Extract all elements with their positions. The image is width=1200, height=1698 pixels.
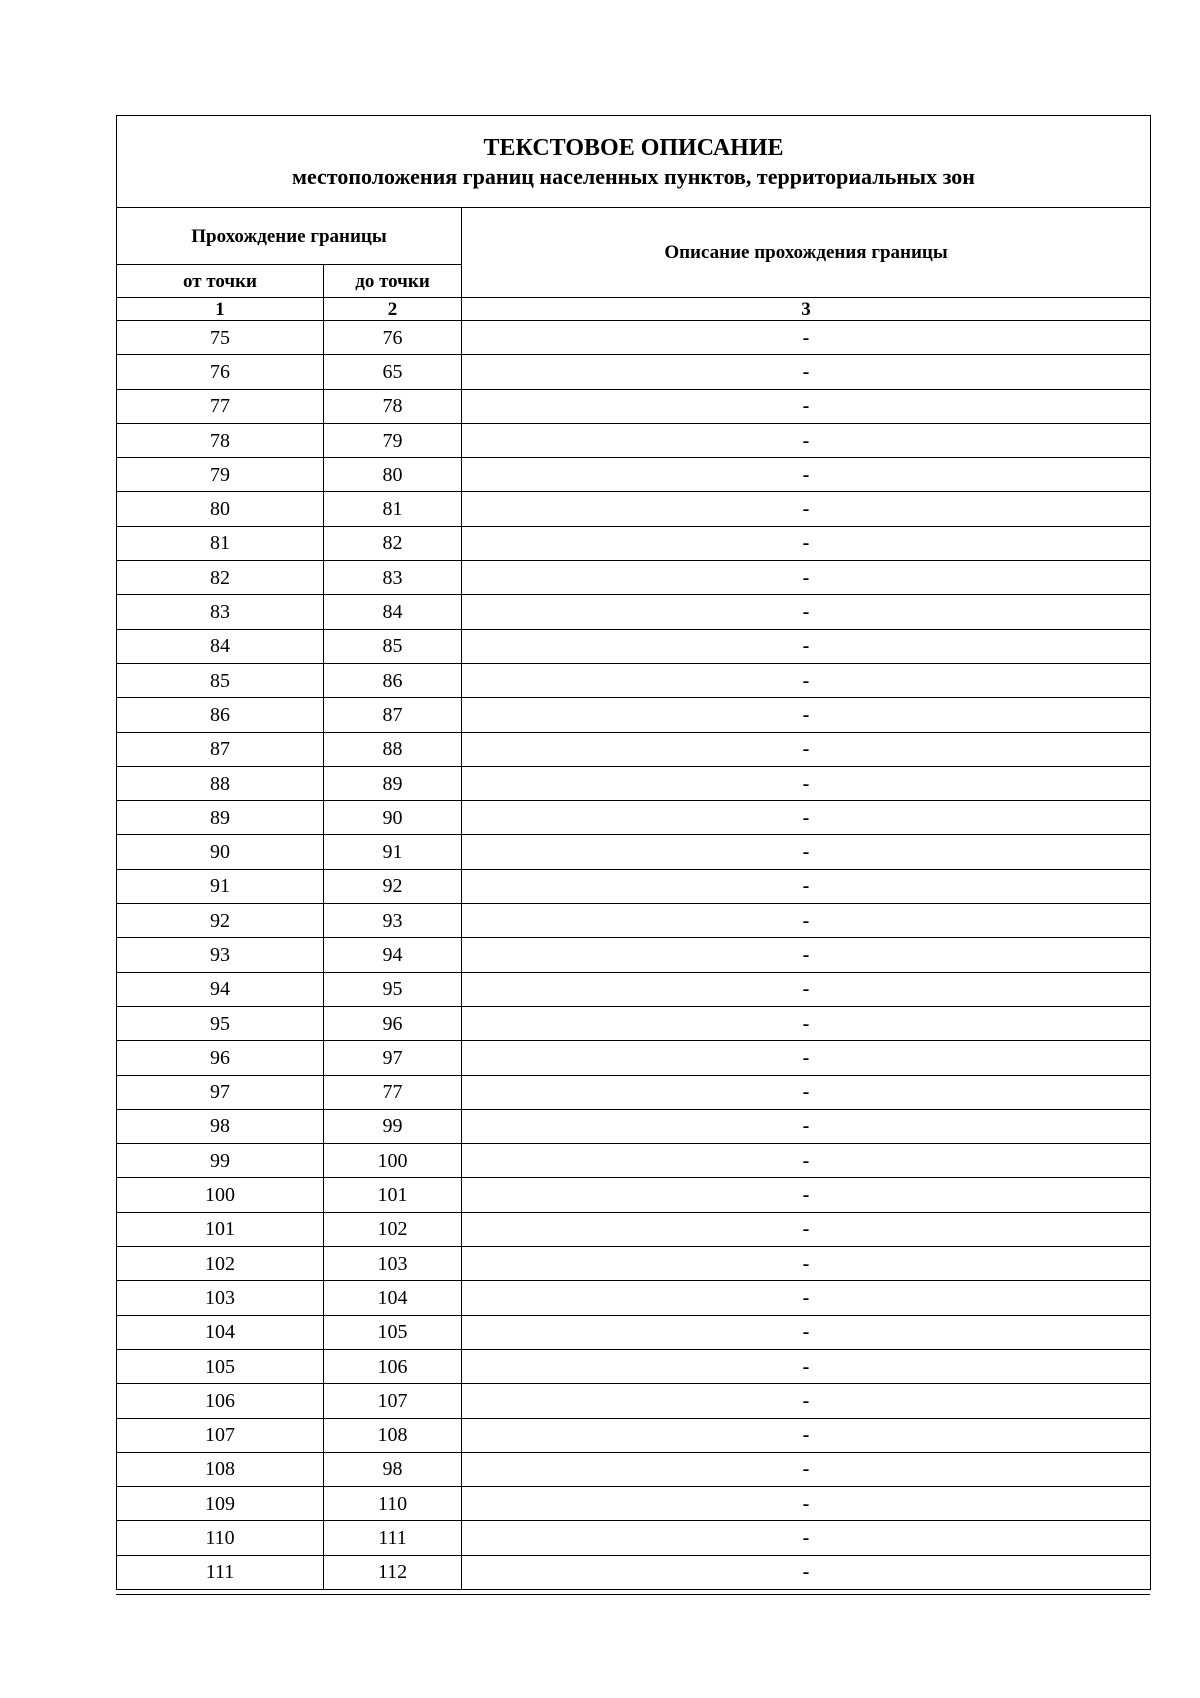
description-cell: - [462,526,1151,560]
from-point-cell: 76 [117,355,324,389]
from-point-cell: 98 [117,1109,324,1143]
description-cell: - [462,1521,1151,1555]
to-point-cell: 80 [324,458,462,492]
column-number-3: 3 [462,298,1151,321]
description-cell: - [462,1452,1151,1486]
from-point-cell: 99 [117,1144,324,1178]
description-cell: - [462,801,1151,835]
table-row [117,869,1151,903]
from-point-cell: 83 [117,595,324,629]
from-point-cell: 95 [117,1006,324,1040]
to-point-cell: 111 [324,1521,462,1555]
to-point-cell: 112 [324,1555,462,1589]
from-point-cell: 79 [117,458,324,492]
from-point-cell: 84 [117,629,324,663]
to-point-cell: 81 [324,492,462,526]
table-row [117,458,1151,492]
to-point-cell: 101 [324,1178,462,1212]
description-cell: - [462,1487,1151,1521]
from-point-cell: 85 [117,663,324,697]
to-point-cell: 89 [324,766,462,800]
to-point-cell: 105 [324,1315,462,1349]
description-cell: - [462,389,1151,423]
table-row [117,1178,1151,1212]
from-point-cell: 82 [117,561,324,595]
description-cell: - [462,1109,1151,1143]
table-row [117,1521,1151,1555]
description-cell: - [462,1075,1151,1109]
from-point-cell: 93 [117,938,324,972]
table-row [117,321,1151,355]
description-cell: - [462,1144,1151,1178]
description-cell: - [462,595,1151,629]
from-point-cell: 80 [117,492,324,526]
description-cell: - [462,561,1151,595]
to-point-cell: 108 [324,1418,462,1452]
to-point-cell: 82 [324,526,462,560]
from-point-cell: 105 [117,1349,324,1383]
table-row [117,663,1151,697]
to-point-cell: 77 [324,1075,462,1109]
to-point-cell: 93 [324,904,462,938]
from-point-cell: 101 [117,1212,324,1246]
table-row [117,835,1151,869]
to-point-cell: 90 [324,801,462,835]
from-point-cell: 110 [117,1521,324,1555]
table-row [117,1349,1151,1383]
table-row [117,355,1151,389]
description-cell: - [462,458,1151,492]
column-number-row [117,298,1151,321]
from-point-cell: 91 [117,869,324,903]
to-point-cell: 65 [324,355,462,389]
from-point-cell: 86 [117,698,324,732]
to-point-cell: 97 [324,1041,462,1075]
to-point-cell: 84 [324,595,462,629]
description-cell: - [462,1247,1151,1281]
to-point-cell: 99 [324,1109,462,1143]
to-point-cell: 76 [324,321,462,355]
from-point-cell: 103 [117,1281,324,1315]
table-row [117,1315,1151,1349]
table-row [117,561,1151,595]
table-row [117,1212,1151,1246]
table-row [117,766,1151,800]
to-point-cell: 107 [324,1384,462,1418]
to-point-cell: 86 [324,663,462,697]
from-point-cell: 107 [117,1418,324,1452]
table-row [117,1452,1151,1486]
table-row [117,904,1151,938]
from-point-cell: 75 [117,321,324,355]
to-point-cell: 92 [324,869,462,903]
boundary-table [116,115,1151,1590]
to-point-cell: 106 [324,1349,462,1383]
description-cell: - [462,1006,1151,1040]
from-point-cell: 90 [117,835,324,869]
from-point-cell: 111 [117,1555,324,1589]
to-point-cell: 103 [324,1247,462,1281]
from-point-cell: 102 [117,1247,324,1281]
table-row [117,492,1151,526]
description-cell: - [462,355,1151,389]
description-cell: - [462,766,1151,800]
table-row [117,389,1151,423]
description-cell: - [462,1315,1151,1349]
table-row [117,1041,1151,1075]
table-row [117,972,1151,1006]
description-cell: - [462,321,1151,355]
to-point-cell: 85 [324,629,462,663]
description-cell: - [462,698,1151,732]
description-cell: - [462,492,1151,526]
description-cell: - [462,1349,1151,1383]
title-cell [117,116,1151,208]
document-subtitle: местоположения границ населенных пунктов, территориальных зон [292,163,975,189]
table-row [117,801,1151,835]
table-row [117,1555,1151,1589]
to-point-cell: 104 [324,1281,462,1315]
to-point-cell: 78 [324,389,462,423]
from-point-cell: 97 [117,1075,324,1109]
to-point-cell: 94 [324,938,462,972]
table-row [117,1281,1151,1315]
document-title: ТЕКСТОВОЕ ОПИСАНИЕ [483,134,784,161]
description-cell: - [462,1041,1151,1075]
to-point-cell: 95 [324,972,462,1006]
column-number-2: 2 [324,298,462,321]
from-point-cell: 106 [117,1384,324,1418]
table-row [117,1075,1151,1109]
table-row [117,526,1151,560]
to-point-cell: 110 [324,1487,462,1521]
from-point-cell: 108 [117,1452,324,1486]
header-from-point: от точки [117,265,324,298]
table-row [117,1384,1151,1418]
table-row [117,1144,1151,1178]
from-point-cell: 87 [117,732,324,766]
from-point-cell: 100 [117,1178,324,1212]
from-point-cell: 109 [117,1487,324,1521]
table-row [117,938,1151,972]
to-point-cell: 102 [324,1212,462,1246]
description-cell: - [462,1555,1151,1589]
table-row [117,423,1151,457]
description-cell: - [462,1418,1151,1452]
to-point-cell: 96 [324,1006,462,1040]
from-point-cell: 94 [117,972,324,1006]
description-cell: - [462,904,1151,938]
table-row [117,1418,1151,1452]
to-point-cell: 83 [324,561,462,595]
description-cell: - [462,423,1151,457]
document-sheet [116,115,1150,1595]
table-row [117,1247,1151,1281]
bottom-rule [116,1594,1150,1595]
header-to-point: до точки [324,265,462,298]
table-row [117,1109,1151,1143]
table-row [117,732,1151,766]
header-passage: Прохождение границы [117,208,462,265]
to-point-cell: 87 [324,698,462,732]
from-point-cell: 81 [117,526,324,560]
from-point-cell: 88 [117,766,324,800]
from-point-cell: 104 [117,1315,324,1349]
table-row [117,1487,1151,1521]
from-point-cell: 96 [117,1041,324,1075]
from-point-cell: 89 [117,801,324,835]
to-point-cell: 100 [324,1144,462,1178]
from-point-cell: 77 [117,389,324,423]
column-number-1: 1 [117,298,324,321]
from-point-cell: 78 [117,423,324,457]
title-row [117,116,1151,208]
description-cell: - [462,1281,1151,1315]
description-cell: - [462,1178,1151,1212]
description-cell: - [462,869,1151,903]
description-cell: - [462,663,1151,697]
description-cell: - [462,972,1151,1006]
to-point-cell: 88 [324,732,462,766]
description-cell: - [462,629,1151,663]
description-cell: - [462,1212,1151,1246]
table-row [117,698,1151,732]
table-row [117,629,1151,663]
description-cell: - [462,732,1151,766]
description-cell: - [462,938,1151,972]
to-point-cell: 98 [324,1452,462,1486]
from-point-cell: 92 [117,904,324,938]
header-row-1 [117,208,1151,265]
table-row [117,1006,1151,1040]
to-point-cell: 91 [324,835,462,869]
description-cell: - [462,835,1151,869]
table-row [117,595,1151,629]
header-description: Описание прохождения границы [462,208,1151,298]
to-point-cell: 79 [324,423,462,457]
description-cell: - [462,1384,1151,1418]
